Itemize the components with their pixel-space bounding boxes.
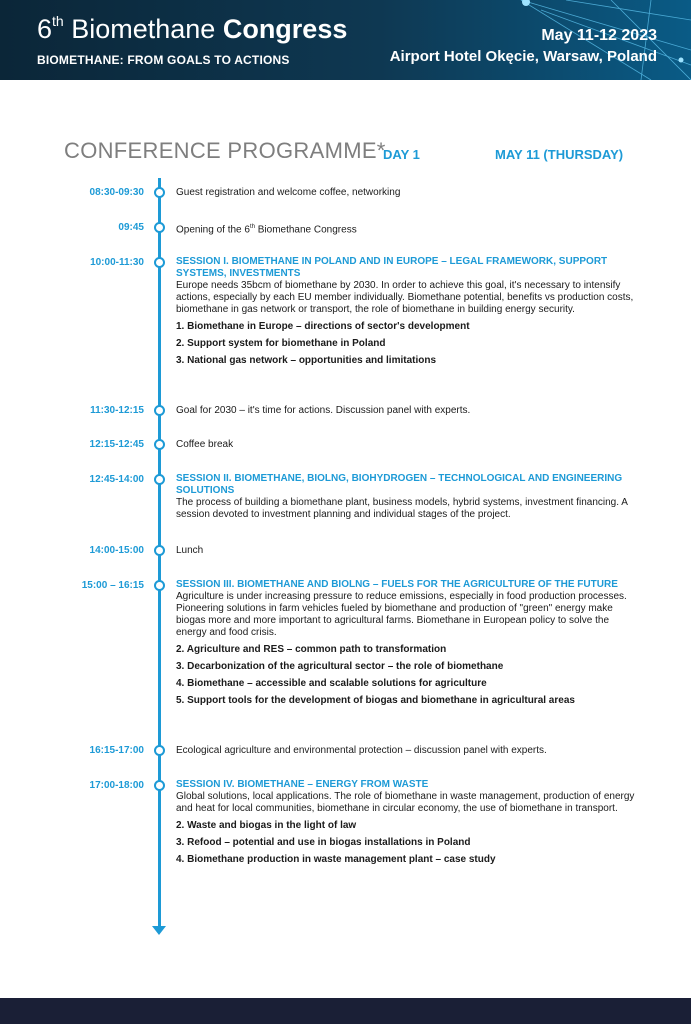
session-point: 3. Refood – potential and use in biogas installations in Poland [176,837,471,848]
item-time: 15:00 – 16:15 [81,580,144,591]
timeline-dot-icon [154,222,165,233]
item-time: 17:00-18:00 [89,780,144,791]
item-text-pre: Opening of the 6 [176,224,250,236]
item-text: Lunch [176,545,204,556]
programme-title: CONFERENCE PROGRAMME* [64,138,386,163]
title-bold: Congress [222,14,348,44]
item-text: Ecological agriculture and environmental protection – discussion panel with experts. [176,745,547,756]
item-time: 12:15-12:45 [89,439,144,450]
item-time: 12:45-14:00 [89,474,144,485]
session-point: 5. Support tools for the development of biogas and biomethane in agricultural areas [176,695,575,706]
session-title: SESSION III. BIOMETHANE AND BIOLNG – FUELS FOR THE AGRICULTURE OF THE FUTURE [176,579,618,590]
session-title: SESSION IV. BIOMETHANE – ENERGY FROM WASTE [176,779,429,790]
session-point: 1. Biomethane in Europe – directions of sector's development [176,321,470,332]
session-description: Europe needs 35bcm of biomethane by 2030. In order to achieve this goal, it's necessary to intensify actions, especially by each EU member individually. Biomethane potential, benefits vs production costs, biomethane in gas network or transport, the role of biomethane in building energy security. [176,280,634,315]
timeline-dot-icon [154,745,165,756]
session-point: 4. Biomethane production in waste management plant – case study [176,854,496,865]
title-ordinal-suffix: th [52,13,64,29]
item-text: Coffee break [176,439,234,450]
item-time: 10:00-11:30 [90,257,144,268]
item-time: 14:00-15:00 [89,545,144,556]
item-text [176,221,636,236]
session-point: 2. Waste and biogas in the light of law [176,820,357,831]
session-point: 2. Agriculture and RES – common path to transformation [176,644,447,655]
header-banner [0,0,691,80]
title-main: Biomethane [63,14,223,44]
timeline-dot-icon [154,780,165,791]
item-time: 16:15-17:00 [89,745,144,756]
item-time: 09:45 [118,222,144,233]
timeline-dot-icon [154,580,165,591]
footer-bar [0,998,691,1024]
session-title: SESSION I. BIOMETHANE IN POLAND AND IN EUROPE – LEGAL FRAMEWORK, SUPPORT SYSTEMS, INVESTMENTS [176,256,608,279]
session-point: 3. National gas network – opportunities and limitations [176,355,437,366]
event-dates: May 11-12 2023 [541,27,657,44]
session-description: Agriculture is under increasing pressure to reduce emissions, especially in food production processes. Pioneering solutions in farm vehicles fueled by biomethane and production of "green" energy make biogas more and more important to agricultural farms. Biomethane in European policy to solve the energy and food crisis. [176,591,627,638]
timeline-dot-icon [154,405,165,416]
item-text-post: Biomethane Congress [254,224,357,236]
timeline-dot-icon [154,187,165,198]
day-label: DAY 1 [383,147,420,162]
session-point: 4. Biomethane – accessible and scalable solutions for agriculture [176,678,487,689]
session-point: 3. Decarbonization of the agricultural sector – the role of biomethane [176,661,504,672]
day-date: MAY 11 (THURSDAY) [495,147,624,162]
congress-subtitle: BIOMETHANE: FROM GOALS TO ACTIONS [37,53,290,67]
session-point: 2. Support system for biomethane in Poland [176,338,386,349]
event-venue: Airport Hotel Okęcie, Warsaw, Poland [389,48,657,65]
timeline-dot-icon [154,257,165,268]
title-ordinal: 6 [37,14,53,44]
item-time: 08:30-09:30 [89,187,144,198]
timeline-dot-icon [154,545,165,556]
congress-title [37,14,347,45]
session-description: The process of building a biomethane plant, business models, hybrid systems, investment financing. A session devoted to investment planning and individual stages of the project. [176,497,628,520]
timeline-dot-icon [154,474,165,485]
item-time: 11:30-12:15 [90,405,144,416]
item-text-sup: th [249,224,255,230]
item-text: Goal for 2030 – it's time for actions. Discussion panel with experts. [176,405,471,416]
timeline-dot-icon [154,439,165,450]
session-title: SESSION II. BIOMETHANE, BIOLNG, BIOHYDROGEN – TECHNOLOGICAL AND ENGINEERING SOLUTIONS [176,473,623,496]
item-text: Guest registration and welcome coffee, networking [176,187,401,198]
timeline-arrow-icon [152,926,166,935]
session-description: Global solutions, local applications. The role of biomethane in waste management, production of energy and heat for local communities, biomethane in circular economy, the use of biomethane in transport. [176,791,635,814]
